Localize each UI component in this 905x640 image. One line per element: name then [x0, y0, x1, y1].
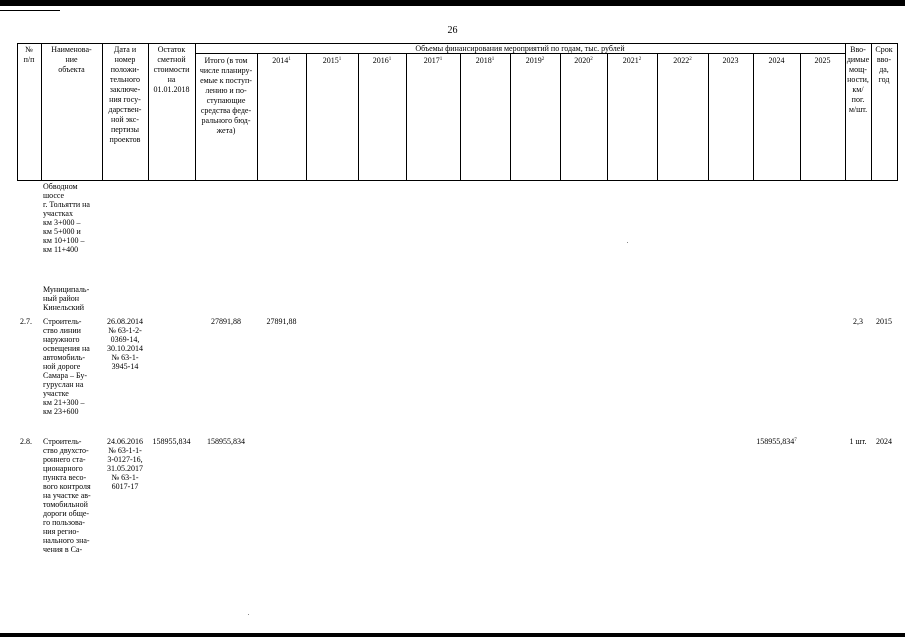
col-line	[406, 53, 407, 181]
page-number: 26	[447, 25, 458, 36]
header-year-label: 2020	[574, 56, 591, 65]
row-2-7-term: 2015	[876, 317, 892, 326]
header-year-2015	[306, 56, 358, 66]
row-2-7-name: Строитель- ство линии наружного освещения на автомобиль- ной дороге Самара – Бу- гуруслан на участке км 21+300 – км 23+600	[43, 317, 90, 416]
header-term: Срок вво- да, год	[875, 45, 893, 84]
col-line	[560, 53, 561, 181]
header-year-label: 2018	[475, 56, 492, 65]
col-line	[753, 53, 754, 181]
header-year-2018	[460, 56, 510, 66]
row-2-8-2024-value: 158955,834	[756, 437, 795, 446]
header-capacity: Вво- димые мощ- ности, км/ пог. м/шт.	[846, 45, 870, 114]
top-border-thin	[0, 10, 60, 11]
header-total: Итого (в том числе планиру- емые к поступ- лению и по- ступающие средства феде- рального бюд- жета)	[199, 56, 253, 135]
header-year-label: 2017	[423, 56, 440, 65]
header-year-footnote: 2	[541, 57, 545, 62]
row-2-8-total: 158955,834	[207, 437, 245, 446]
header-year-label: 2014	[272, 56, 289, 65]
row-2-8-term: 2024	[876, 437, 892, 446]
header-year-2014	[257, 56, 306, 66]
row-2-7-num: 2.7.	[20, 317, 32, 326]
row-2-8-2024	[753, 437, 800, 446]
col-line	[358, 53, 359, 181]
scan-dot	[627, 242, 628, 243]
header-year-2022	[657, 56, 708, 66]
row-2-7-capacity: 2,3	[853, 317, 863, 326]
header-bottom-line	[17, 180, 898, 181]
col-line	[657, 53, 658, 181]
row-2-8-date: 24.06.2016 № 63-1-1- 3-0127-16, 31.05.2017 № 63-1- 6017-17	[107, 437, 143, 491]
col-line	[257, 53, 258, 181]
header-year-label: 2021	[622, 56, 639, 65]
row-2-8-capacity: 1 шт.	[849, 437, 867, 446]
top-border	[0, 0, 905, 6]
header-year-2024	[753, 56, 800, 66]
row-2-7-2014: 27891,88	[266, 317, 297, 326]
header-year-footnote: 1	[439, 57, 443, 62]
row-2-8-remainder: 158955,834	[152, 437, 191, 446]
col-line	[607, 53, 608, 181]
header-year-label: 2019	[525, 56, 542, 65]
header-year-footnote: 1	[288, 57, 291, 62]
header-funding-title: Объемы финансирования мероприятий по годам, тыс. рублей	[415, 44, 625, 53]
header-name: Наименова- ние объекта	[51, 45, 92, 74]
col-line	[460, 53, 461, 181]
row-2-7-date: 26.08.2014 № 63-1-2- 0369-14, 30.10.2014 № 63-1- 3945-14	[107, 317, 143, 371]
col-line	[510, 53, 511, 181]
header-date: Дата и номер положи- тельного заключе- ния госу- дарствен- ной экс- пертизы проектов	[108, 45, 142, 144]
header-year-label: 2024	[768, 56, 785, 65]
header-year-label: 2022	[673, 56, 690, 65]
header-year-label: 2015	[322, 56, 339, 65]
header-year-footnote: 2	[590, 57, 593, 62]
scan-dot	[248, 614, 249, 615]
col-line	[306, 53, 307, 181]
row-2-8-2024-footnote: 7	[794, 438, 797, 443]
header-year-2023	[708, 56, 753, 66]
col-line	[708, 53, 709, 181]
header-year-label: 2023	[722, 56, 739, 65]
continuation-name: Обводном шоссе г. Тольятти на участках км 3+000 – км 5+000 и км 10+100 – км 11+400	[43, 182, 90, 254]
header-year-2021	[607, 56, 657, 66]
header-year-footnote: 2	[638, 57, 642, 62]
row-2-8-num: 2.8.	[20, 437, 32, 446]
district-name: Муниципаль- ный район Кинельский	[43, 285, 90, 312]
header-year-footnote: 1	[388, 57, 392, 62]
row-2-7-total: 27891,88	[211, 317, 241, 326]
header-year-label: 2016	[372, 56, 389, 65]
header-year-2019	[510, 56, 560, 66]
header-year-2020	[560, 56, 607, 66]
header-year-footnote: 2	[689, 57, 692, 62]
header-year-footnote: 1	[491, 57, 495, 62]
header-year-2025	[800, 56, 845, 66]
col-line	[800, 53, 801, 181]
header-remainder: Остаток сметной стоимости на 01.01.2018	[153, 45, 190, 94]
header-year-2017	[406, 56, 460, 66]
header-num: № п/п	[23, 45, 35, 64]
col-line	[897, 43, 898, 181]
header-year-footnote: 1	[338, 57, 342, 62]
header-year-label: 2025	[814, 56, 831, 65]
header-year-2016	[358, 56, 406, 66]
row-2-8-name: Строитель- ство двухсто- роннего ста- ционарного пункта весо- вого контроля на участке ав- томобильной дороги обще- го пользова- ния регио- нального зна- чения в Са-	[43, 437, 91, 554]
bottom-border	[0, 633, 905, 637]
